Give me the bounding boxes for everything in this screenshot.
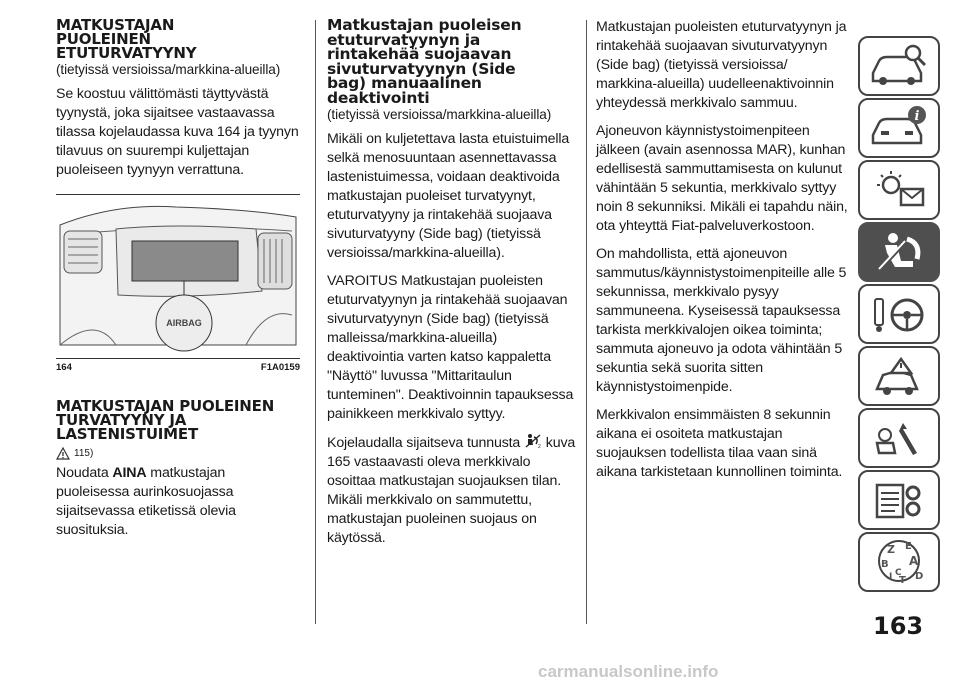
chapter-tab-technical-data[interactable] xyxy=(858,470,940,530)
paragraph-text: matkustajan puoleisessa aurinkosuojassa sijaitsevassa etiketissä olevia suosituksia. xyxy=(56,465,236,538)
figure-164 xyxy=(56,194,300,373)
emphasis-text: AINA xyxy=(112,465,147,481)
technical-data-icon xyxy=(867,477,931,523)
column-divider xyxy=(315,20,316,624)
dashboard-airbag-illustration xyxy=(56,195,300,353)
figure-code: F1A0159 xyxy=(260,362,300,373)
chapter-tab-safety[interactable] xyxy=(858,222,940,282)
airbag-area xyxy=(132,241,238,281)
paragraph-text: kuva 165 vastaavasti oleva merkkivalo osoittaa matkustajan suojauksen tilan. Mikäli merkkivalo on sammutettu, matkustajan puoleinen suojaus on käytössä. xyxy=(327,435,576,546)
seatbelt-airbag-icon xyxy=(867,229,931,275)
index-icon xyxy=(867,537,931,587)
svg-text:2: 2 xyxy=(537,444,541,449)
right-vent-icon xyxy=(258,233,292,289)
chapter-tab-starting-driving[interactable] xyxy=(858,284,940,344)
svg-text:i: i xyxy=(914,109,920,124)
warning-ref-number: 115) xyxy=(74,448,94,459)
paragraph: On mahdollista, että ajoneuvon sammutus/käynnistystoimenpiteille alle 5 sekunnissa, merkkivalo pysyy sammuneena. Kyseisessä tapauksessa tarkista merkkivalojen oikea toiminta; sammuta ajoneuvo ja odota vähintään 5 sekuntia sekä suorita sitten käynnistystoimenpide. xyxy=(596,246,847,395)
heading-passenger-airbag: MATKUSTAJAN PUOLEINEN ETUTURVATYYNY xyxy=(56,16,197,62)
left-vent-icon xyxy=(64,231,102,273)
paragraph xyxy=(56,464,300,540)
paragraph xyxy=(327,433,577,548)
car-info-icon xyxy=(867,105,931,151)
svg-text:D: D xyxy=(915,571,924,582)
heading-subtitle: (tietyissä versioissa/markkina-alueilla) xyxy=(327,107,552,122)
paragraph: VAROITUS Matkustajan puoleisten etuturvatyynyn ja rintakehää suojaavan sivuturvatyynyn (Side bag) (tietyissä malleissa/markkina-alueilla) deaktivointia varten katso kappaletta "Näyttö" luvussa "Mittaritaulun tunteminen". Deaktivoinnin tapauksessa painikkeen merkkivalo syttyy. xyxy=(327,273,574,422)
svg-text:I: I xyxy=(889,572,893,582)
column-right xyxy=(596,18,848,491)
figure-number: 164 xyxy=(56,362,72,373)
column-left xyxy=(56,18,300,549)
warning-reference xyxy=(56,447,300,460)
chapter-tab-maintenance[interactable] xyxy=(858,408,940,468)
page-number: 163 xyxy=(873,612,924,640)
warning-lights-icon xyxy=(867,167,931,213)
svg-text:Z: Z xyxy=(887,543,895,556)
passenger-airbag-off-icon xyxy=(524,433,542,449)
heading-manual-deactivation: Matkustajan puoleisen etuturvatyynyn ja rintakehää suojaavan sivuturvatyynyn (Side bag) manuaalinen deaktivointi xyxy=(327,16,522,107)
svg-text:T: T xyxy=(899,575,906,586)
svg-text:A: A xyxy=(909,554,919,568)
steering-wheel-icon xyxy=(867,291,931,337)
paragraph: Ajoneuvon käynnistystoimenpiteen jälkeen (avain asennossa MAR), kunhan edellisestä sammuttamisesta on kulunut vähintään 5 sekuntia, merkkivalo syttyy noin 8 sekunniksi. Mikäli ei tapahdu näin, ota yhteyttä Fiat-palveluverkostoon. xyxy=(596,123,848,234)
paragraph-text: Noudata xyxy=(56,465,113,481)
figure-caption xyxy=(56,359,300,373)
paragraph: Matkustajan puoleisten etuturvatyynyn ja rintakehää suojaavan sivuturvatyynyn (Side bag) (tietyissä versioissa/ markkina-alueilla) uudelleenaktivoinnin yhteydessä merkkivalo sammuu. xyxy=(596,19,847,111)
column-middle xyxy=(327,18,577,557)
paragraph: Merkkivalon ensimmäisten 8 sekunnin aikana ei osoiteta matkustajan suojauksen todellista tilaa vaan sinä aikana tarkistetaan kunnollinen toiminta. xyxy=(596,407,843,480)
maintenance-icon xyxy=(867,415,931,461)
column-divider xyxy=(586,20,587,624)
chapter-tab-index[interactable] xyxy=(858,532,940,592)
chapter-tab-warning-lights[interactable] xyxy=(858,160,940,220)
chapter-tab-vehicle-info[interactable] xyxy=(858,98,940,158)
heading-child-seats: MATKUSTAJAN PUOLEINEN TURVATYYNY JA LASTENISTUIMET xyxy=(56,397,275,443)
paragraph: Mikäli on kuljetettava lasta etuistuimella selkä menosuuntaan asennettavassa lastenistuimessa, voidaan deaktivoida matkustajan puoleiset turvatyynyt, etuturvatyyny ja rintakehää suojaava sivuturvatyyny (Side bag) (tietyissä versioissa/markkina-alueilla). xyxy=(327,131,570,261)
breakdown-icon xyxy=(867,353,931,399)
airbag-label: AIRBAG xyxy=(166,318,202,328)
svg-text:E: E xyxy=(905,541,912,552)
paragraph: Se koostuu välittömästi täyttyvästä tyynystä, joka sijaitsee vastaavassa tilassa kojelaudassa kuva 164 ja tyynyn tilavuus on suurempi kuljettajan puoleiseen tyynyyn verrattuna. xyxy=(56,86,299,178)
car-search-icon xyxy=(867,43,931,89)
chapter-tab-dashboard[interactable] xyxy=(858,36,940,96)
svg-text:B: B xyxy=(881,559,889,570)
chapter-tab-emergency[interactable] xyxy=(858,346,940,406)
paragraph-text: Kojelaudalla sijaitseva tunnusta xyxy=(327,435,524,451)
warning-triangle-icon xyxy=(56,447,70,460)
heading-subtitle: (tietyissä versioissa/markkina-alueilla) xyxy=(56,62,281,77)
svg-text:C: C xyxy=(895,568,902,578)
watermark-text: carmanualsonline.info xyxy=(538,662,719,681)
